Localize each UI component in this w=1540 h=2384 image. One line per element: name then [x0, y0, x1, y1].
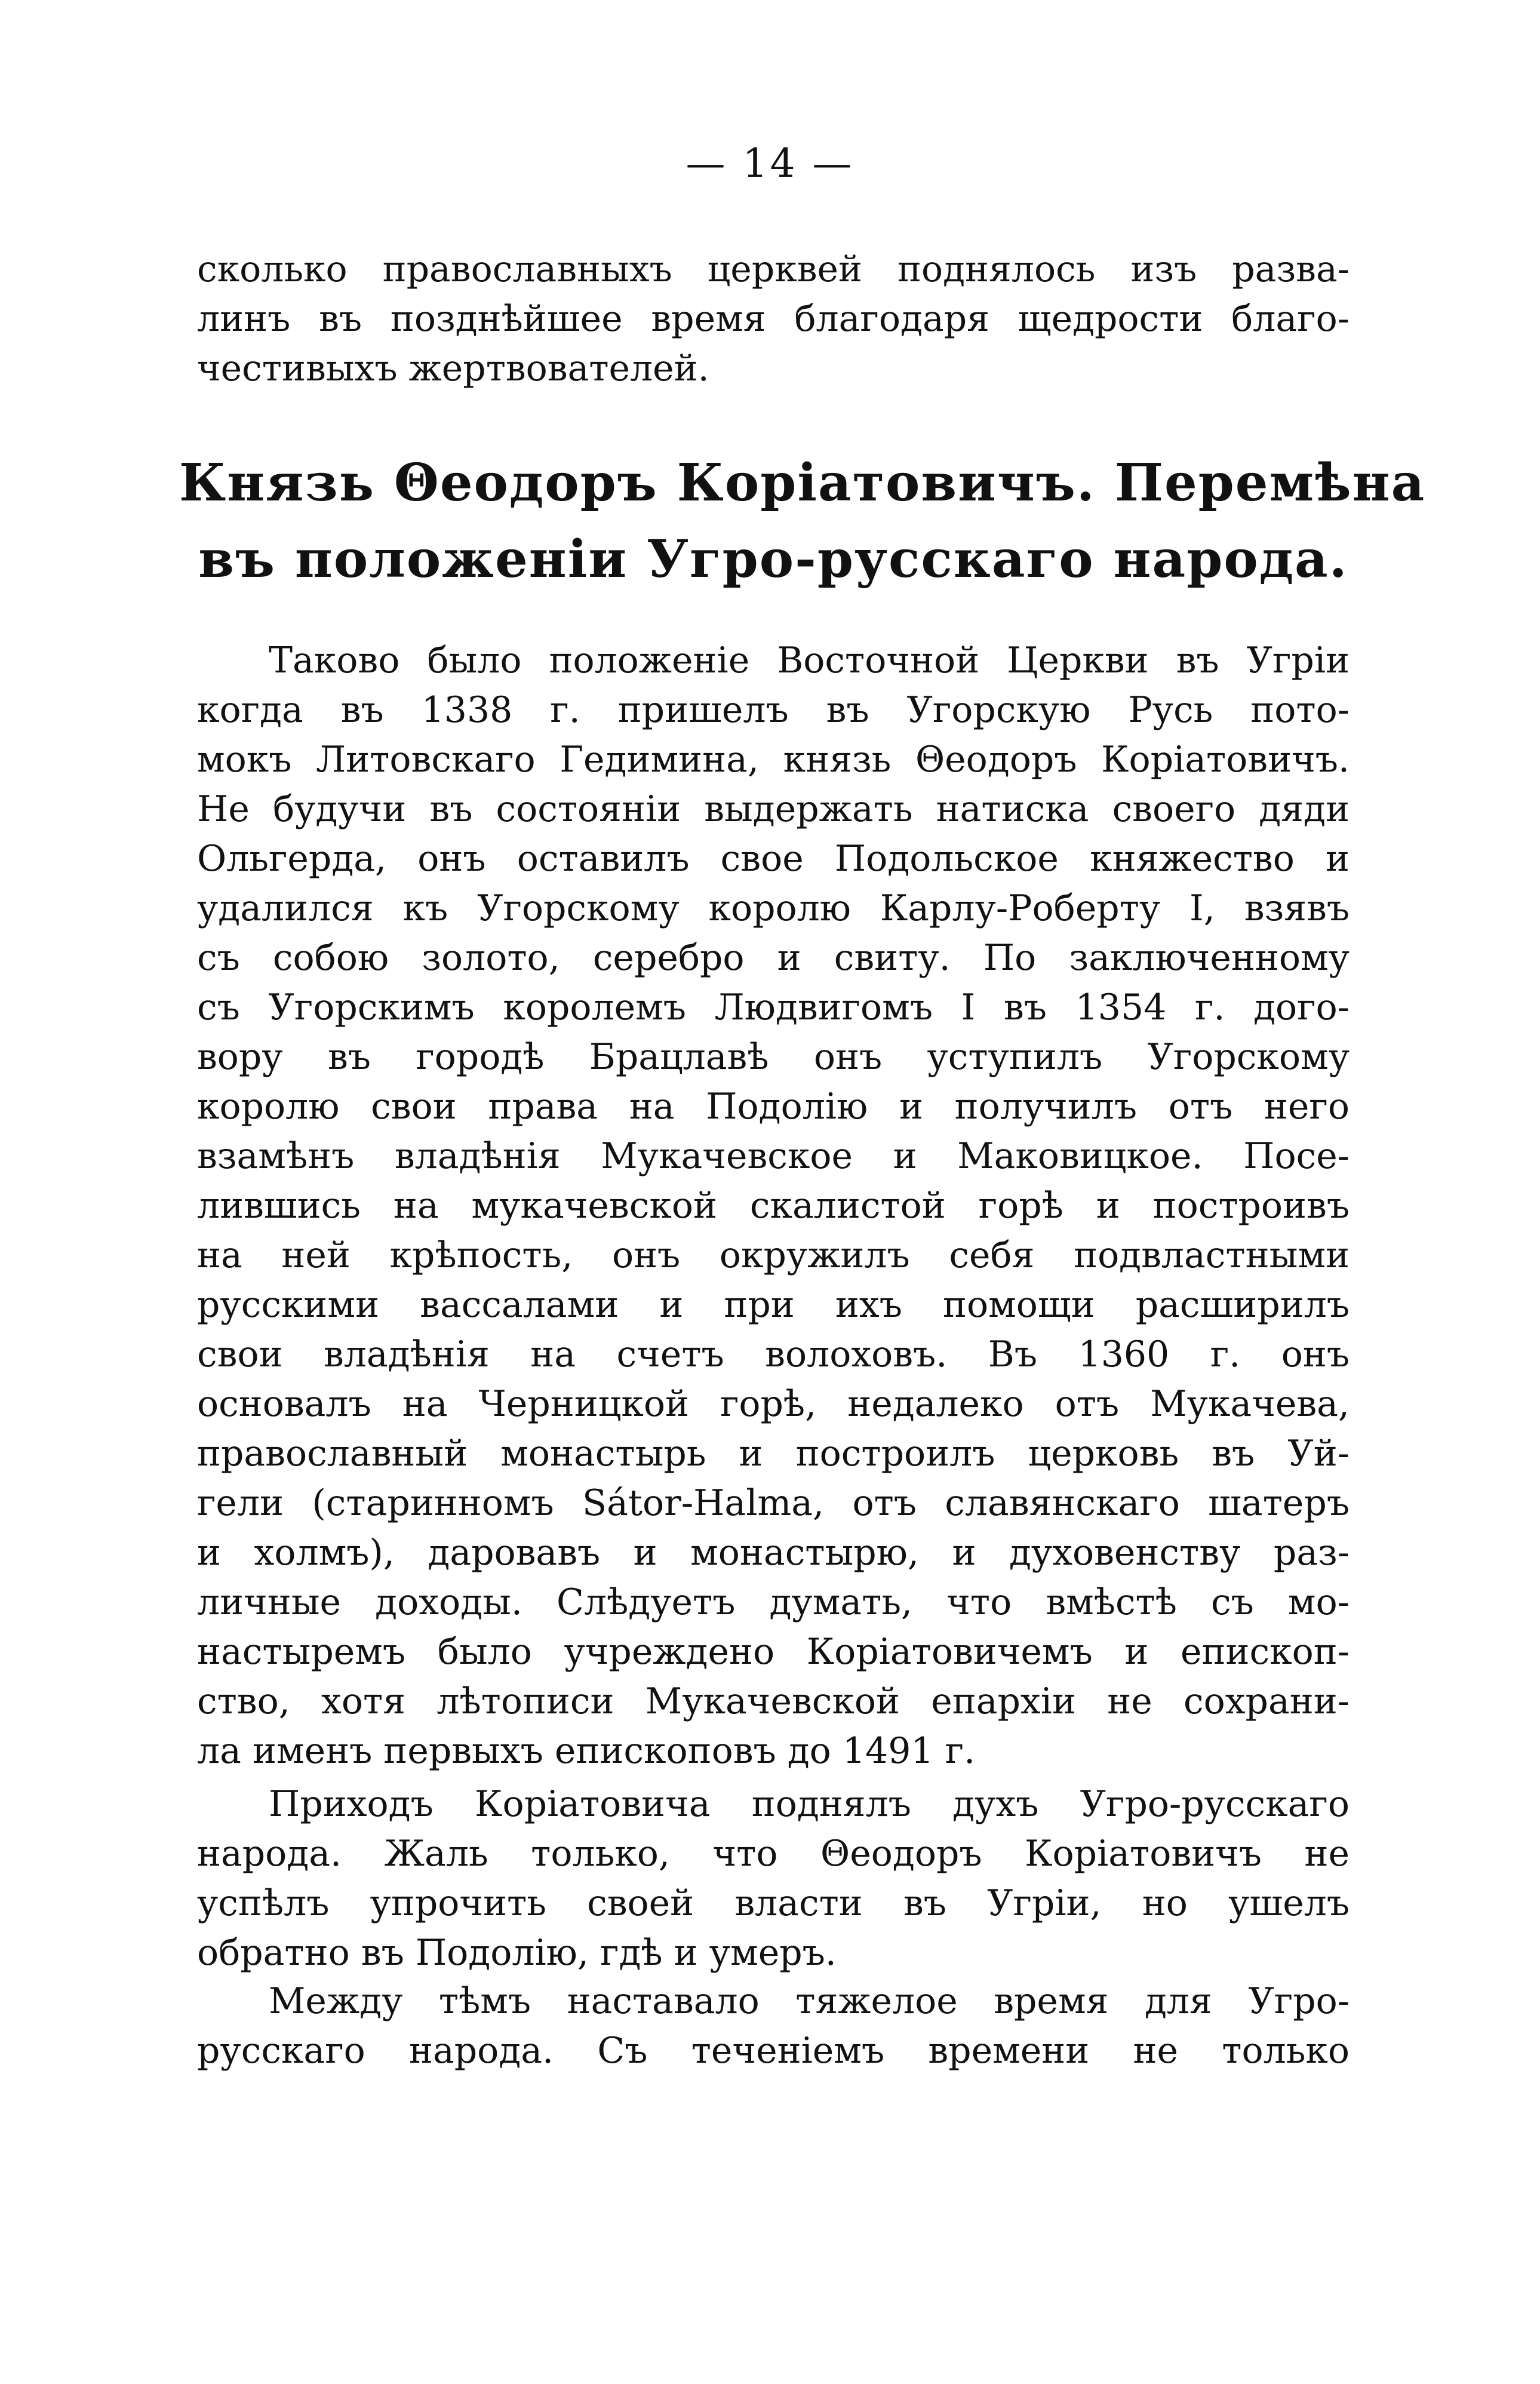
text-line: личные доходы. Слѣдуетъ думать, что вмѣстѣ съ мо- [197, 1581, 1350, 1623]
text-line: мокъ Литовскаго Гедимина, князь Θеодоръ Коріатовичъ. [197, 739, 1350, 781]
text-line: Приходъ Коріатовича поднялъ духъ Угро-русскаго [269, 1783, 1350, 1825]
text-line: съ Угорскимъ королемъ Людвигомъ I въ 1354 г. дого- [197, 987, 1350, 1028]
intro-paragraph [197, 245, 1350, 394]
text-line: ство, хотя лѣтописи Мукачевской епархіи не сохрани- [197, 1681, 1350, 1722]
text-line: основалъ на Черницкой горѣ, недалеко отъ Мукачева, [197, 1383, 1350, 1425]
paragraph-hard-times [197, 1977, 1350, 2076]
text-line: успѣлъ упрочить своей власти въ Угріи, но ушелъ [197, 1882, 1350, 1924]
text-line: Не будучи въ состояніи выдержать натиска своего дяди [197, 788, 1350, 830]
text-line: Таково было положеніе Восточной Церкви въ Угріи [269, 640, 1350, 681]
text-line: удалился къ Угорскому королю Карлу-Роберту I, взявъ [197, 887, 1350, 929]
text-line: сколько православныхъ церквей поднялось изъ разва- [197, 248, 1350, 290]
text-line: Ольгерда, онъ оставилъ свое Подольское княжество и [197, 838, 1350, 880]
text-line: русскаго народа. Съ теченіемъ времени не только [197, 2030, 1350, 2072]
text-line: Между тѣмъ наставало тяжелое время для Угро- [269, 1980, 1350, 2022]
text-line: настыремъ было учреждено Коріатовичемъ и епископ- [197, 1631, 1350, 1673]
text-line: взамѣнъ владѣнія Мукачевское и Маковицкое. Посе- [197, 1135, 1350, 1177]
text-line: лившись на мукачевской скалистой горѣ и построивъ [197, 1185, 1350, 1227]
text-line: и холмъ), даровавъ и монастырю, и духовенству раз- [197, 1532, 1350, 1574]
text-line: русскими вассалами и при ихъ помощи расширилъ [197, 1284, 1350, 1326]
text-line: съ собою золото, серебро и свиту. По заключенному [197, 937, 1350, 979]
text-line: когда въ 1338 г. пришелъ въ Угорскую Русь пото- [197, 689, 1350, 731]
text-line: православный монастырь и построилъ церковь въ Уй- [197, 1433, 1350, 1474]
text-line: честивыхъ жертвователей. [197, 348, 709, 389]
heading-line: въ положеніи Угро-русскаго народа. [198, 529, 1348, 589]
text-line: свои владѣнія на счетъ волоховъ. Въ 1360 г. онъ [197, 1334, 1350, 1375]
text-line: ла именъ первыхъ епископовъ до 1491 г. [197, 1730, 976, 1772]
text-line: обратно въ Подолію, гдѣ и умеръ. [197, 1932, 837, 1974]
paragraph-arrival [197, 1780, 1350, 1978]
text-line: королю свои права на Подолію и получилъ отъ него [197, 1086, 1350, 1128]
section-heading [179, 445, 1426, 598]
text-line: вору въ городѣ Брацлавѣ онъ уступилъ Угорскому [197, 1036, 1350, 1078]
paragraph-koriatovich [197, 636, 1350, 1776]
text-line: на ней крѣпость, онъ окружилъ себя подвластными [197, 1234, 1350, 1276]
page-number: — 14 — [686, 140, 854, 186]
text-line: народа. Жаль только, что Θеодоръ Коріатовичъ не [197, 1833, 1350, 1875]
text-line: гели (старинномъ Sátor-Halma, отъ славянскаго шатеръ [197, 1482, 1350, 1524]
text-line: линъ въ позднѣйшее время благодаря щедрости благо- [197, 298, 1350, 340]
heading-line: Князь Θеодоръ Коріатовичъ. Перемѣна [179, 453, 1426, 513]
